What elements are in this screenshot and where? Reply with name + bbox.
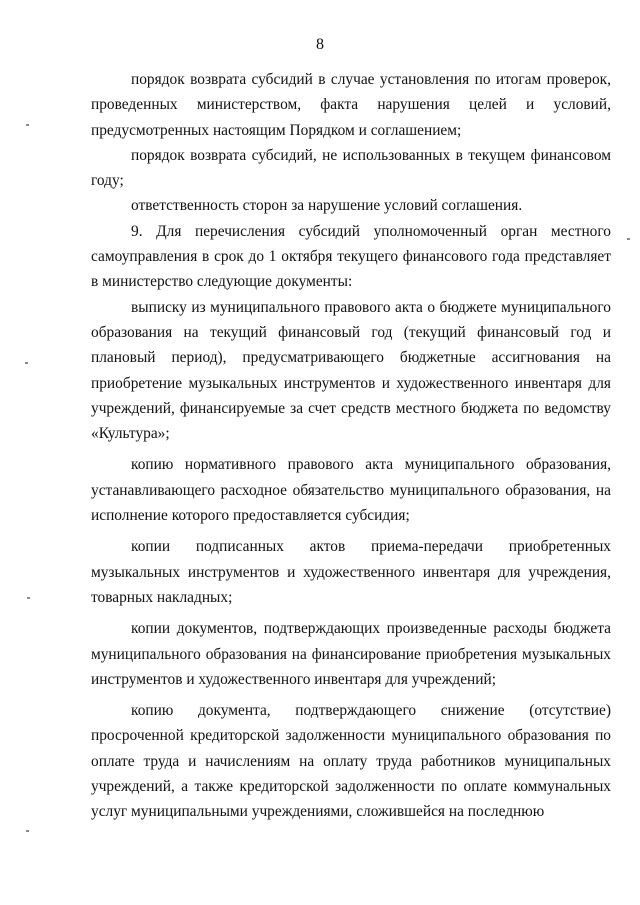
paragraph-responsibility: ответственность сторон за нарушение условий соглашения. <box>131 197 523 215</box>
paragraph-return-unused: порядок возврата субсидий, не использованных в текущем финансовом году; <box>91 146 611 190</box>
paragraph-item-9: 9. Для перечисления субсидий уполномоченный орган местного самоуправления в срок до 1 октября текущего финансового года представляет в министерство следующие документы: <box>91 222 611 291</box>
paragraph-budget-extract: выписку из муниципального правового акта о бюджете муниципального образования на текущий финансовый год (текущий финансовый год и плановый период), предусматривающего бюджетные ассигнования на приобретение музыкальных инструментов и художественного инвентаря для учреждений, финансируемые за счет средств местного бюджета по ведомству «Культура»; <box>91 298 611 443</box>
scan-speck <box>627 238 630 240</box>
paragraph-debt-document: копию документа, подтверждающего снижение (отсутствие) просроченной кредиторской задолженности муниципального образования по оплате труда и начислениям на оплату труда работников муниципальных учреждений, а также кредиторской задолженности по оплате коммунальных услуг муниципальными учреждениями, сложившейся на последнюю <box>91 702 611 821</box>
paragraph-expense-documents: копии документов, подтверждающих произведенные расходы бюджета муниципального образования на финансирование приобретения музыкальных инструментов и художественного инвентаря для учреждений; <box>91 620 611 688</box>
scan-speck <box>26 830 29 832</box>
paragraph-return-violations: порядок возврата субсидий в случае установления по итогам проверок, проведенных министерством, факта нарушения целей и условий, предусмотренных настоящим Порядком и соглашением; <box>91 71 611 139</box>
paragraph-transfer-acts: копии подписанных актов приема-передачи приобретенных музыкальных инструментов и художественного инвентаря для учреждения, товарных накладных; <box>91 538 611 606</box>
paragraph-normative-act: копию нормативного правового акта муниципального образования, устанавливающего расходное обязательство муниципального образования, на исполнение которого предоставляется субсидия; <box>91 456 611 525</box>
scan-speck <box>27 597 30 599</box>
document-body <box>91 67 611 825</box>
page-number: 8 <box>316 36 324 53</box>
scan-speck <box>26 124 29 126</box>
scan-speck <box>25 362 28 364</box>
